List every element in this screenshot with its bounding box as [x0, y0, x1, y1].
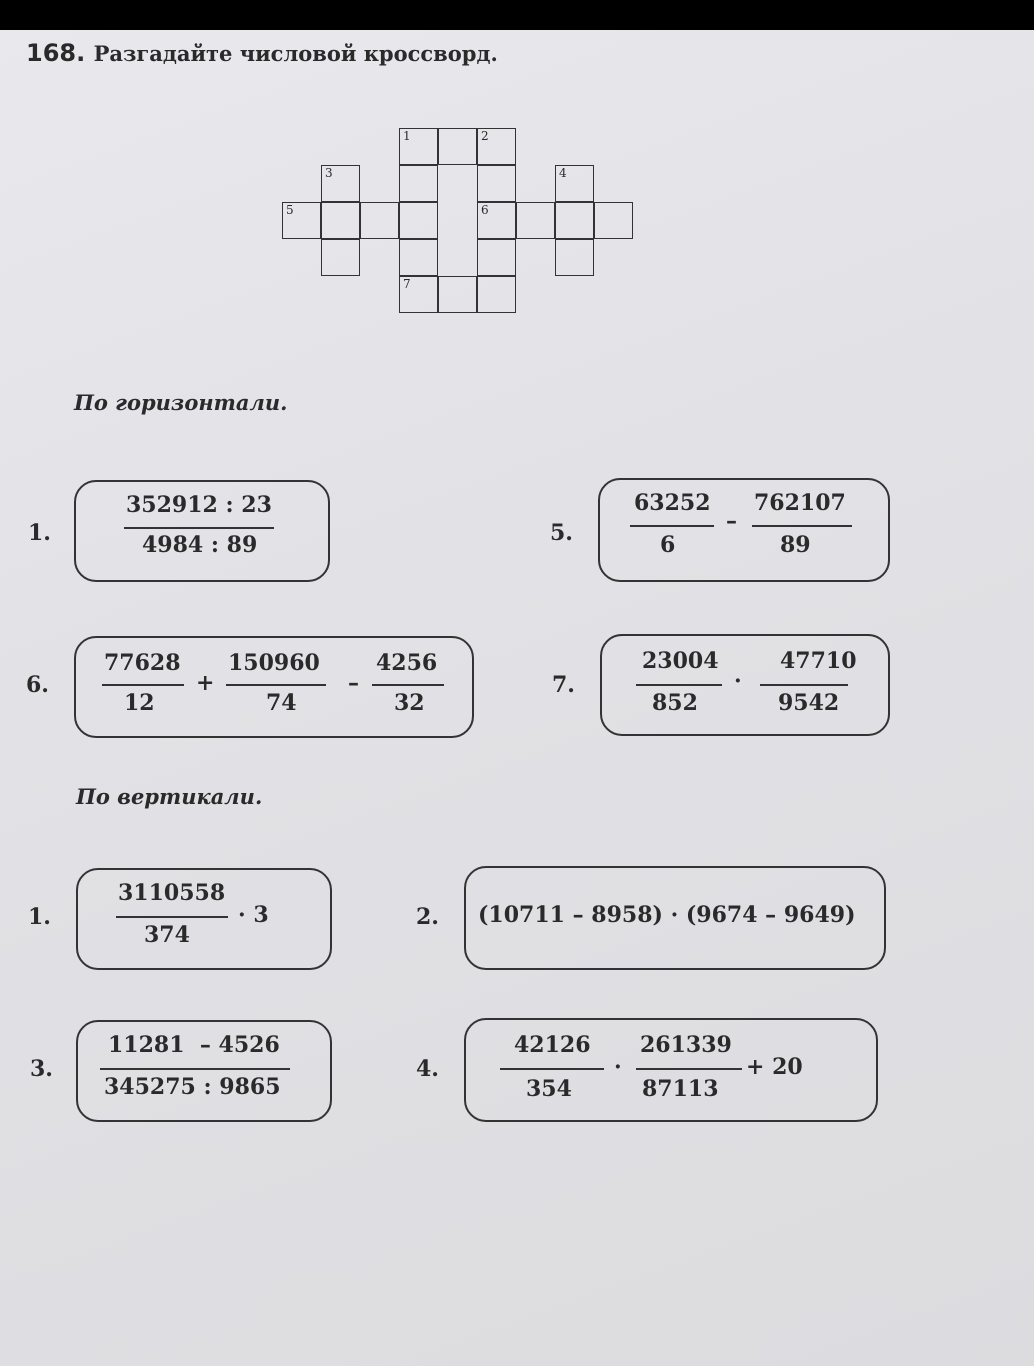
clue-label: 7.: [552, 672, 575, 698]
crossword-cell: [555, 165, 594, 202]
clue-label: 4.: [416, 1056, 439, 1082]
clue-box-h6: [74, 636, 474, 738]
crossword-cell: [399, 276, 438, 313]
crossword-cell: [321, 202, 360, 239]
operator: ·: [614, 1054, 622, 1080]
fraction-bar: [630, 525, 714, 527]
crossword-cell: [477, 202, 516, 239]
denominator: 4984 : 89: [142, 532, 258, 558]
multiplier: · 3: [238, 902, 269, 928]
operator: –: [726, 508, 737, 534]
fraction-bar: [760, 684, 848, 686]
numerator: 63252: [634, 490, 711, 516]
clue-box-v4: [464, 1018, 878, 1122]
numerator: 77628: [104, 650, 181, 676]
crossword-cell: [360, 202, 399, 239]
cell-number: 6: [481, 203, 489, 217]
denominator: 374: [144, 922, 190, 948]
crossword-cell: [399, 202, 438, 239]
denominator: 345275 : 9865: [104, 1074, 281, 1100]
clue-label: 5.: [550, 520, 573, 546]
cell-number: 5: [286, 203, 294, 217]
denominator: 852: [652, 690, 698, 716]
crossword-cell: [555, 202, 594, 239]
numerator: 352912 : 23: [126, 492, 272, 518]
clue-box-v3: [76, 1020, 332, 1122]
clue-box-v2: [464, 866, 886, 970]
expression: (10711 – 8958) · (9674 – 9649): [478, 902, 856, 928]
crossword-cell: [399, 165, 438, 202]
fraction-bar: [636, 684, 722, 686]
numerator: 11281 – 4526: [108, 1032, 280, 1058]
clue-label: 6.: [26, 672, 49, 698]
crossword-cell: [438, 276, 477, 313]
crossword-cell: [516, 202, 555, 239]
denominator: 9542: [778, 690, 840, 716]
crossword-cell: [282, 202, 321, 239]
operator: +: [196, 670, 215, 696]
clue-box-h7: [600, 634, 890, 736]
clue-label: 2.: [416, 904, 439, 930]
numerator: 23004: [642, 648, 719, 674]
denominator: 354: [526, 1076, 572, 1102]
denominator: 87113: [642, 1076, 719, 1102]
section-heading-vertical: По вертикали.: [76, 784, 263, 809]
clue-box-h5: [598, 478, 890, 582]
crossword-cell: [399, 239, 438, 276]
cell-number: 3: [325, 166, 333, 180]
clue-label: 3.: [30, 1056, 53, 1082]
fraction-bar: [102, 684, 184, 686]
numerator: 4256: [376, 650, 438, 676]
fraction-bar: [124, 527, 274, 529]
denominator: 12: [124, 690, 155, 716]
crossword-cell: [477, 239, 516, 276]
cell-number: 7: [403, 277, 411, 291]
exercise-number: 168.: [26, 39, 86, 67]
numerator: 42126: [514, 1032, 591, 1058]
clue-box-v1: [76, 868, 332, 970]
crossword-cell: [321, 239, 360, 276]
fraction-bar: [636, 1068, 742, 1070]
cell-number: 1: [403, 129, 411, 143]
fraction-bar: [100, 1068, 290, 1070]
crossword-cell: [555, 239, 594, 276]
numerator: 3110558: [118, 880, 226, 906]
crossword-cell: [477, 165, 516, 202]
cell-number: 4: [559, 166, 567, 180]
denominator: 74: [266, 690, 297, 716]
addend: + 20: [746, 1054, 803, 1080]
crossword-cell: [477, 128, 516, 165]
crossword-cell: [594, 202, 633, 239]
numerator: 261339: [640, 1032, 732, 1058]
crossword-cell: [477, 276, 516, 313]
clue-box-h1: [74, 480, 330, 582]
operator: ·: [734, 668, 742, 694]
numerator: 762107: [754, 490, 846, 516]
numerator: 150960: [228, 650, 320, 676]
section-heading-horizontal: По горизонтали.: [74, 390, 288, 415]
exercise-title: [26, 38, 498, 67]
clue-label: 1.: [28, 520, 51, 546]
fraction-bar: [372, 684, 444, 686]
denominator: 89: [780, 532, 811, 558]
crossword-cell: [321, 165, 360, 202]
clue-label: 1.: [28, 904, 51, 930]
denominator: 32: [394, 690, 425, 716]
exercise-instruction: Разгадайте числовой кроссворд.: [93, 41, 498, 66]
cell-number: 2: [481, 129, 489, 143]
fraction-bar: [752, 525, 852, 527]
fraction-bar: [500, 1068, 604, 1070]
numerator: 47710: [780, 648, 857, 674]
crossword-cell: [399, 128, 438, 165]
crossword-cell: [438, 128, 477, 165]
denominator: 6: [660, 532, 676, 558]
fraction-bar: [226, 684, 326, 686]
fraction-bar: [116, 916, 228, 918]
operator: –: [348, 670, 359, 696]
